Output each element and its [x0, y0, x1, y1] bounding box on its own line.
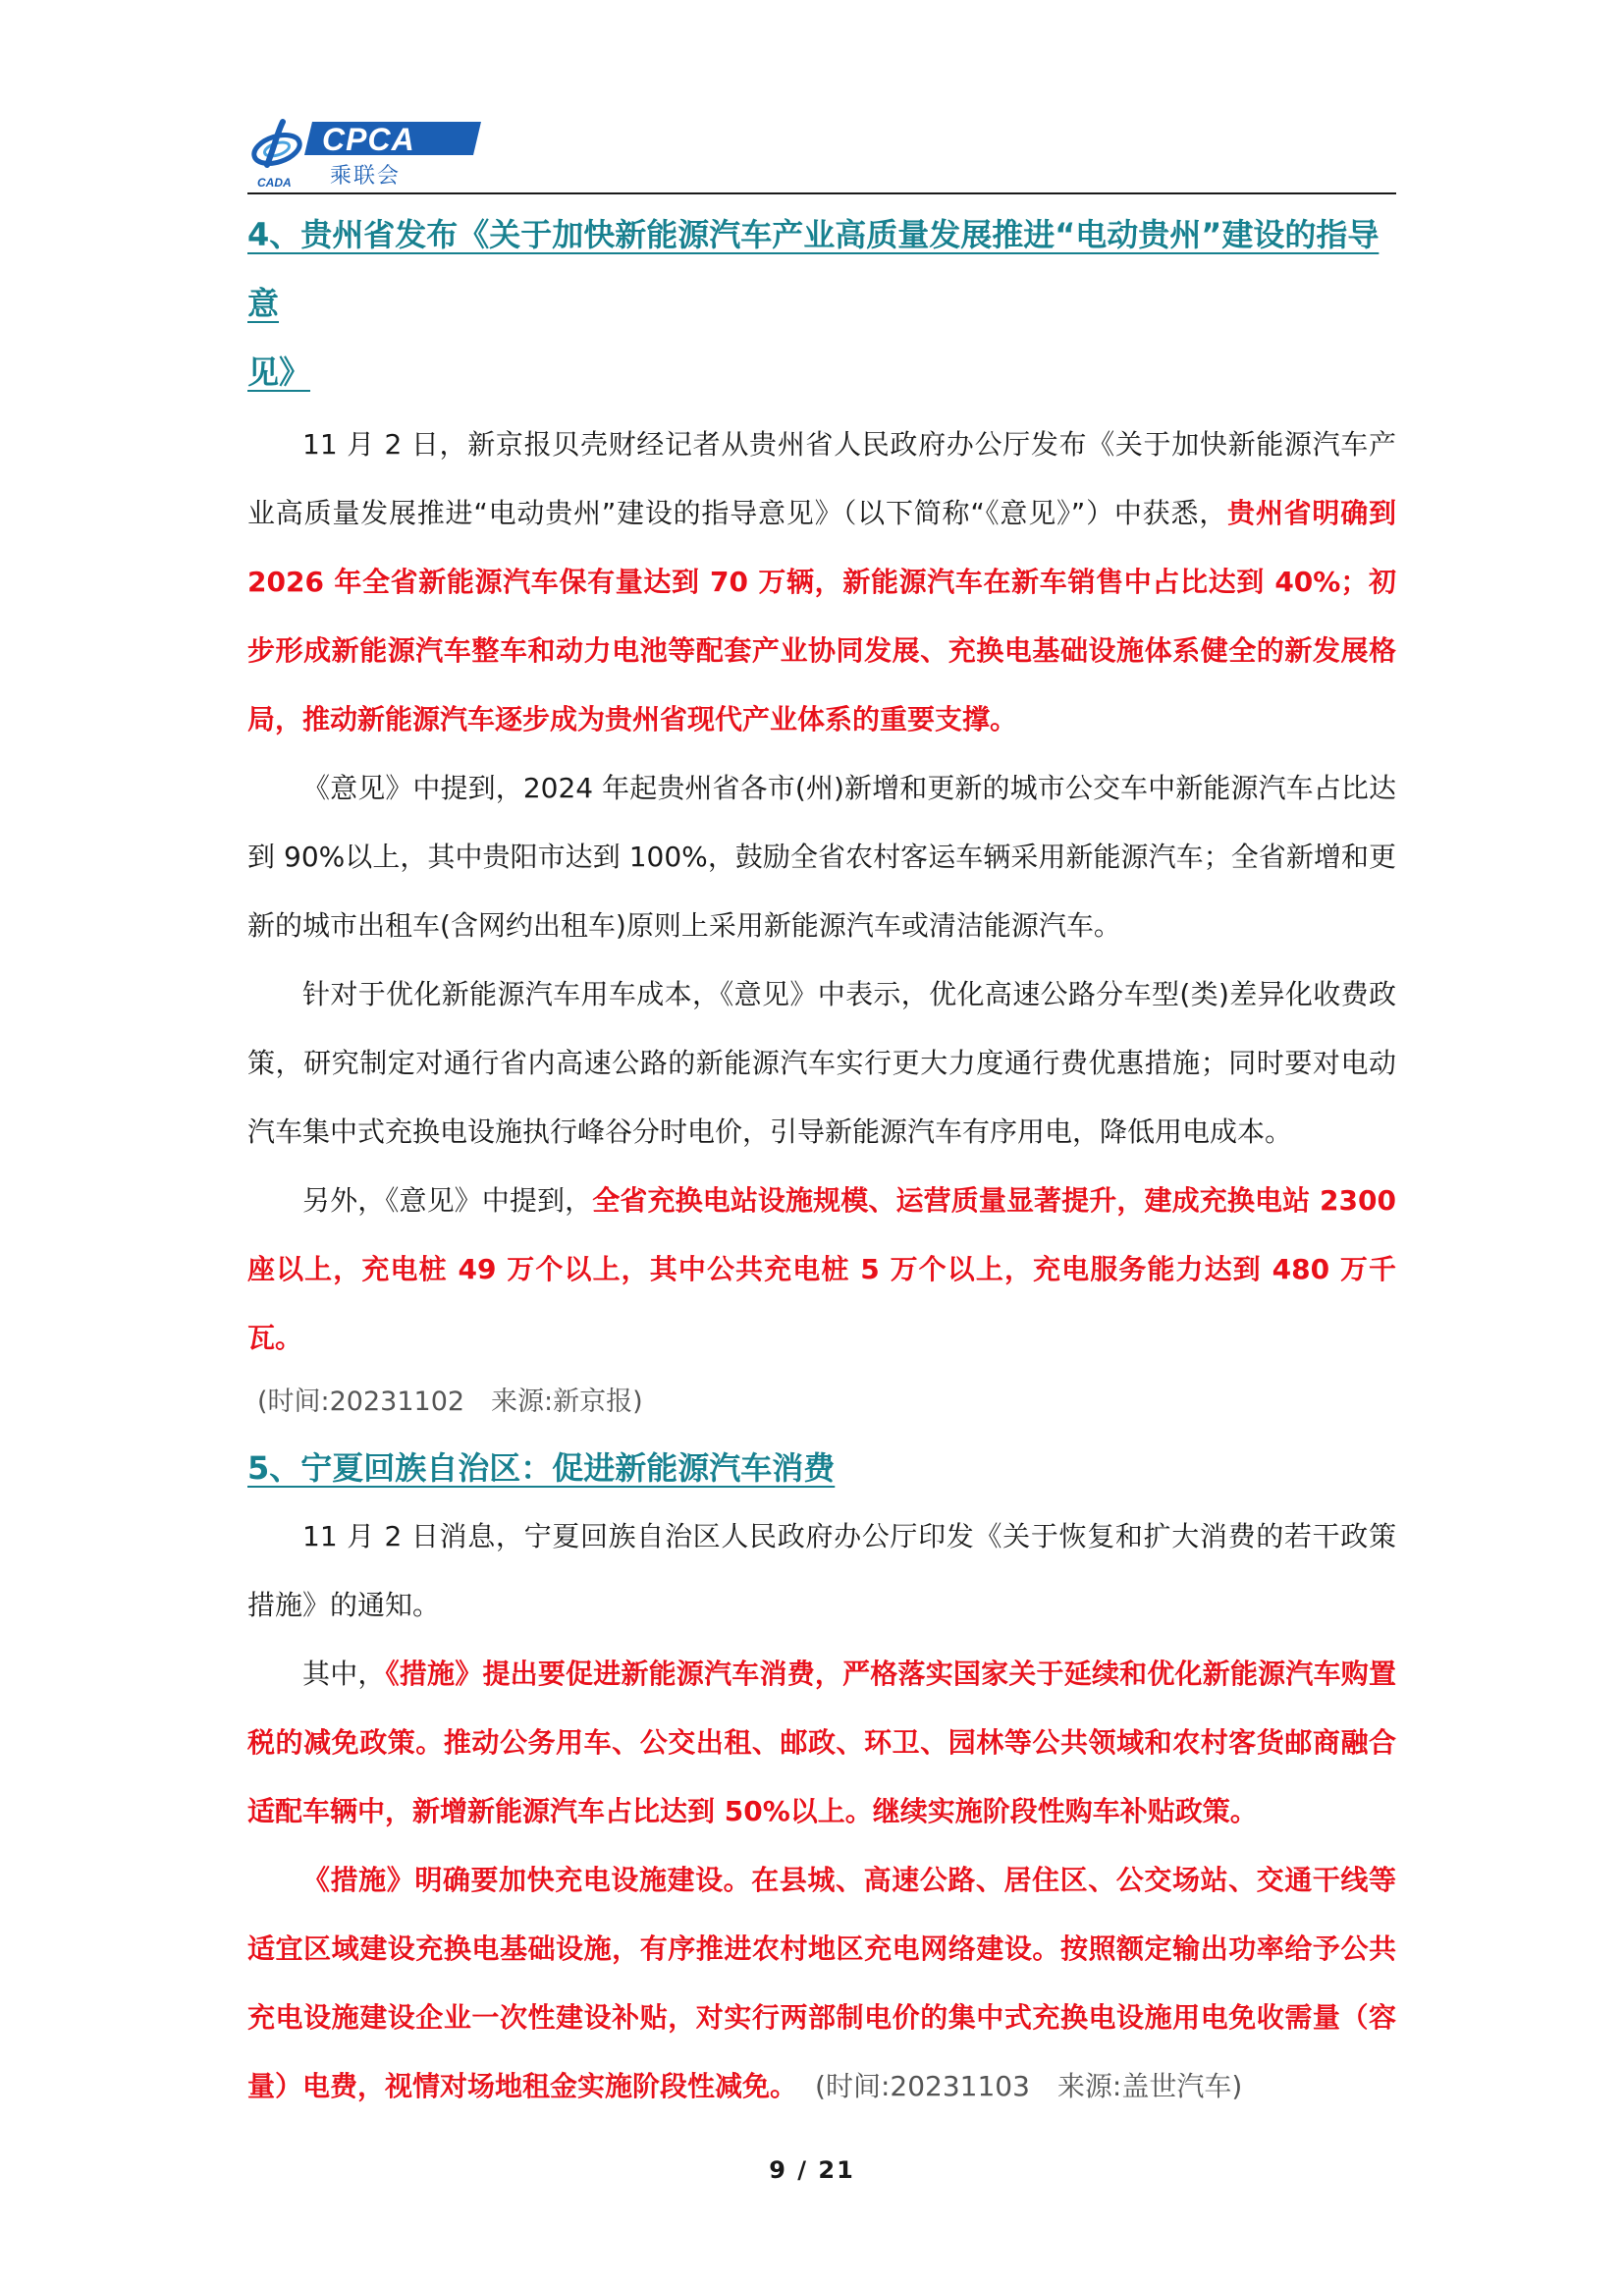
- logo-subtitle: 乘联会: [330, 164, 402, 189]
- section-4-title-line-1: 4、贵州省发布《关于加快新能源汽车产业高质量发展推进“电动贵州”建设的指导意: [247, 216, 1380, 322]
- highlighted-text: 《措施》提出要促进新能源汽车消费，严格落实国家关于延续和优化新能源汽车购置税的减免政策。推动公务用车、公交出租、邮政、环卫、园林等公共领域和农村客货邮商融合适配车辆中，新增新能源汽车占比达到 50%以上。继续实施阶段性购车补贴政策。: [247, 1658, 1396, 1827]
- paragraph-text: 另外，《意见》中提到，: [302, 1184, 593, 1217]
- section-5-title: 5、宁夏回族自治区：促进新能源汽车消费: [247, 1449, 836, 1487]
- section-5-paragraph-2: [247, 1640, 1396, 1846]
- section-4-paragraph-1: [247, 410, 1396, 754]
- section-5-source: (时间:20231103 来源:盖世汽车): [815, 2070, 1243, 2102]
- logo-emblem-icon: [250, 122, 303, 169]
- section-4-title-line-2: 见》: [247, 354, 311, 391]
- highlighted-text: 贵州省明确到 2026 年全省新能源汽车保有量达到 70 万辆，新能源汽车在新车销售中占比达到 40%；初步形成新能源汽车整车和动力电池等配套产业协同发展、充换电基础设施体系健全的新发展格局，推动新能源汽车逐步成为贵州省现代产业体系的重要支撑。: [247, 497, 1396, 735]
- document-body: [247, 200, 1396, 2121]
- section-5-paragraph-3: [247, 1846, 1396, 2121]
- section-4-heading: [247, 200, 1396, 407]
- section-4-source: (时间:20231102 来源:新京报): [257, 1387, 643, 1417]
- header-divider: [247, 192, 1396, 194]
- highlighted-text: 全省充换电站设施规模、运营质量显著提升，建成充换电站 2300 座以上，充电桩 49 万个以上，其中公共充电桩 5 万个以上，充电服务能力达到 480 万千瓦。: [247, 1184, 1396, 1354]
- page-number: 9 / 21: [769, 2156, 855, 2184]
- section-4-paragraph-3: 针对于优化新能源汽车用车成本，《意见》中表示，优化高速公路分车型(类)差异化收费政策，研究制定对通行省内高速公路的新能源汽车实行更大力度通行费优惠措施；同时要对电动汽车集中式充换电设施执行峰谷分时电价，引导新能源汽车有序用电，降低用电成本。: [247, 978, 1396, 1148]
- section-5-paragraph-1: 11 月 2 日消息，宁夏回族自治区人民政府办公厅印发《关于恢复和扩大消费的若干政策措施》的通知。: [247, 1520, 1396, 1621]
- paragraph-text: 11 月 2 日，新京报贝壳财经记者从贵州省人民政府办公厅发布《关于加快新能源汽车产业高质量发展推进“电动贵州”建设的指导意见》（以下简称“《意见》”）中获悉，: [247, 428, 1396, 529]
- section-4-paragraph-2: 《意见》中提到，2024 年起贵州省各市(州)新增和更新的城市公交车中新能源汽车占比达到 90%以上，其中贵阳市达到 100%，鼓励全省农村客运车辆采用新能源汽车；全省新增和更新的城市出租车(含网约出租车)原则上采用新能源汽车或清洁能源汽车。: [247, 772, 1396, 942]
- cpca-logo: [247, 116, 483, 190]
- logo-text: CPCA: [322, 122, 415, 157]
- highlighted-text: 《措施》明确要加快充电设施建设。在县城、高速公路、居住区、公交场站、交通干线等适宜区域建设充换电基础设施，有序推进农村地区充电网络建设。按照额定输出功率给予公共充电设施建设企业一次性建设补贴，对实行两部制电价的集中式充换电设施用电免收需量（容量）电费，视情对场地租金实施阶段性减免。: [247, 1864, 1396, 2102]
- logo-mark-text: CADA: [257, 176, 292, 190]
- paragraph-text: 其中，: [302, 1658, 386, 1690]
- section-4-paragraph-4: [247, 1167, 1396, 1373]
